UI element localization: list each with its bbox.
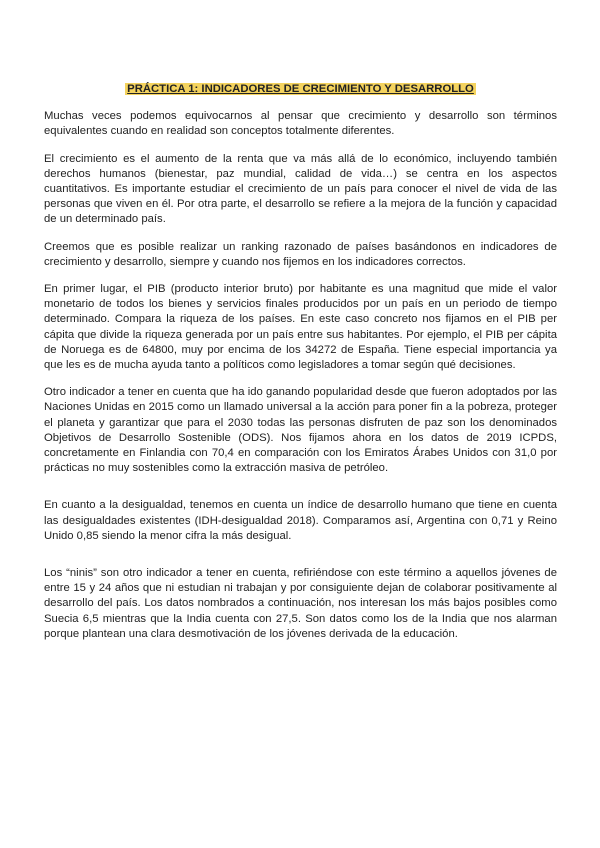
document-page [44, 82, 557, 654]
paragraph-ranking: Creemos que es posible realizar un ranking razonado de países basándonos en indicadores de crecimiento y desarrollo, siempre y cuando nos fijemos en los indicadores correctos. [44, 240, 557, 268]
paragraph-intro: Muchas veces podemos equivocarnos al pensar que crecimiento y desarrollo son términos equivalentes cuando en realidad son conceptos totalmente diferentes. [44, 110, 557, 138]
document-title [44, 82, 557, 97]
document-title-text: PRÁCTICA 1: INDICADORES DE CRECIMIENTO Y DESARROLLO [127, 83, 474, 95]
paragraph-desigualdad: En cuanto a la desigualdad, tenemos en cuenta un índice de desarrollo humano que tiene en cuenta las desigualdades existentes (IDH-desigualdad 2018). Comparamos así, Argentina con 0,71 y Reino Unido 0,85 siendo la menor cifra la más desigual. [44, 499, 557, 542]
paragraph-crecimiento: El crecimiento es el aumento de la renta que va más allá de lo económico, incluyendo también derechos humanos (bienestar, paz mundial, calidad de vida…) se centra en los aspectos cuantitativos. Es importante estudiar el crecimiento de un país para conocer el nivel de vida de las personas que viven en él. Por otra parte, el desarrollo se refiere a la mejora de la función y capacidad de un determinado país. [44, 152, 557, 226]
paragraph-ninis: Los “ninis” son otro indicador a tener en cuenta, refiriéndose con este término a aquellos jóvenes de entre 15 y 24 años que ni estudian ni trabajan y por consiguiente dejan de colaborar positivamente al desarrollo del país. Los datos nombrados a continuación, nos interesan los más bajos posibles como Suecia 6,5 mientras que la India cuenta con 27,5. Son datos como los de la India que nos alarman porque plantean una clara desmotivación de los jóvenes derivada de la educación. [44, 567, 557, 640]
paragraph-ods: Otro indicador a tener en cuenta que ha ido ganando popularidad desde que fueron adoptados por las Naciones Unidas en 2015 como un llamado universal a la acción para poner fin a la pobreza, proteger el planeta y garantizar que para el 2030 todas las personas disfruten de paz son los denominados Objetivos de Desarrollo Sostenible (ODS). Nos fijamos ahora en los datos de 2019 ICPDS, concretamente en Finlandia con 70,4 en comparación con los Emiratos Árabes Unidos con 31,0 por prácticas no muy sostenibles como la extracción masiva de petróleo. [44, 386, 557, 475]
paragraph-pib: En primer lugar, el PIB (producto interior bruto) por habitante es una magnitud que mide el valor monetario de todos los bienes y servicios finales producidos por un país en un periodo de tiempo determinado. Compara la riqueza de los países. En este caso concreto nos fijamos en el PIB per cápita que divide la riqueza generada por un país entre sus habitantes. Por ejemplo, el PIB per cápita de Noruega es de 64800, muy por encima de los 34272 de España. Tiene especial importancia ya que les es de mucha ayuda tanto a políticos como legisladores a tomar según qué decisiones. [44, 283, 557, 372]
